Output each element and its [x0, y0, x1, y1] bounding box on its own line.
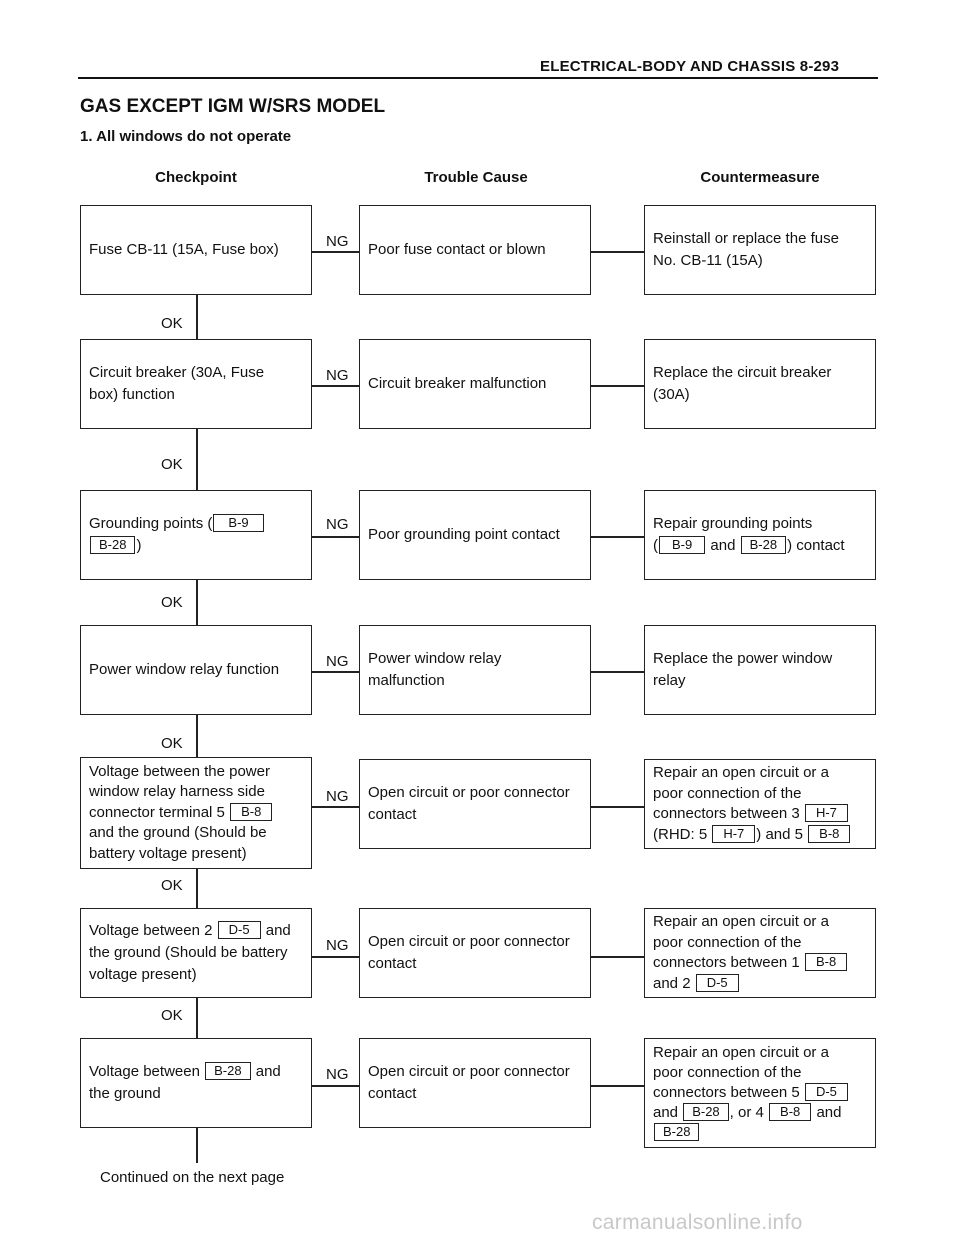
- checkpoint-text: Voltage between the power: [89, 762, 270, 780]
- connector-ref: H-7: [805, 804, 848, 822]
- cause-box-7: [359, 1038, 591, 1128]
- checkpoint-box-7: [80, 1038, 312, 1128]
- cause-text: malfunction: [368, 672, 445, 689]
- fix-connector-line: [591, 385, 644, 387]
- countermeasure-text: Reinstall or replace the fuse: [653, 230, 839, 247]
- checkpoint-text: Voltage between: [89, 1063, 200, 1080]
- ok-label: OK: [161, 456, 183, 473]
- connector-ref: B-28: [205, 1062, 250, 1080]
- cause-text: contact: [368, 955, 417, 972]
- checkpoint-text: and: [265, 922, 291, 939]
- ok-connector-line: [196, 429, 198, 490]
- cause-text: Poor grounding point contact: [368, 526, 560, 543]
- watermark: carmanualsonline.info: [592, 1211, 803, 1234]
- cause-text: Open circuit or poor connector: [368, 784, 570, 801]
- checkpoint-text: Fuse CB-11 (15A, Fuse box): [89, 241, 279, 258]
- fix-connector-line: [591, 671, 644, 673]
- connector-ref: D-5: [805, 1083, 848, 1101]
- ng-connector-line: [312, 956, 359, 958]
- checkpoint-text: box) function: [89, 386, 175, 403]
- countermeasure-text: Repair grounding points: [653, 515, 813, 532]
- ok-connector-line: [196, 869, 198, 908]
- countermeasure-text: relay: [653, 672, 686, 689]
- ng-label: NG: [326, 367, 349, 384]
- checkpoint-box-2: [80, 339, 312, 429]
- cause-text: contact: [368, 806, 417, 823]
- countermeasure-text: and: [710, 537, 736, 554]
- ok-label: OK: [161, 735, 183, 752]
- countermeasure-text: Repair an open circuit or a: [653, 764, 829, 781]
- ok-label: OK: [161, 877, 183, 894]
- countermeasure-text: and: [816, 1104, 842, 1121]
- ok-connector-line: [196, 998, 198, 1038]
- countermeasure-text: and: [653, 1104, 679, 1121]
- ok-connector-line: [196, 580, 198, 625]
- ng-label: NG: [326, 937, 349, 954]
- checkpoint-text: Circuit breaker (30A, Fuse: [89, 364, 265, 381]
- countermeasure-text: poor connection of the: [653, 933, 802, 951]
- countermeasure-box-5: [644, 759, 876, 849]
- checkpoint-box-1: [80, 205, 312, 295]
- connector-ref: B-9: [659, 536, 705, 554]
- fix-connector-line: [591, 536, 644, 538]
- ok-connector-line: [196, 295, 198, 339]
- connector-ref: B-28: [90, 536, 135, 554]
- countermeasure-box-3: [644, 490, 876, 580]
- countermeasure-box-2: [644, 339, 876, 429]
- countermeasure-text: Replace the circuit breaker: [653, 364, 832, 381]
- countermeasure-text: and 2: [653, 974, 691, 992]
- checkpoint-text: Grounding points (: [89, 515, 213, 532]
- fix-connector-line: [591, 806, 644, 808]
- checkpoint-text: and: [255, 1063, 281, 1080]
- connector-ref: D-5: [696, 974, 739, 992]
- ok-connector-line: [196, 715, 198, 757]
- connector-ref: B-28: [683, 1103, 728, 1121]
- countermeasure-text: (RHD: 5: [653, 825, 708, 843]
- ng-label: NG: [326, 788, 349, 805]
- checkpoint-box-6: [80, 908, 312, 998]
- countermeasure-text: ) and 5: [756, 825, 803, 843]
- ng-connector-line: [312, 806, 359, 808]
- fix-connector-line: [591, 1085, 644, 1087]
- connector-ref: B-8: [805, 953, 847, 971]
- countermeasure-box-7: [644, 1038, 876, 1148]
- ng-connector-line: [312, 1085, 359, 1087]
- ok-label: OK: [161, 594, 183, 611]
- countermeasure-text: connectors between 5: [653, 1084, 800, 1101]
- connector-ref: B-9: [213, 514, 263, 532]
- ng-connector-line: [312, 251, 359, 253]
- cause-box-2: [359, 339, 591, 429]
- connector-ref: B-8: [769, 1103, 811, 1121]
- cause-text: Open circuit or poor connector: [368, 933, 570, 950]
- ng-label: NG: [326, 233, 349, 250]
- countermeasure-text: (: [653, 537, 658, 554]
- countermeasure-text: poor connection of the: [653, 784, 802, 802]
- connector-ref: B-28: [741, 536, 786, 554]
- checkpoint-text: the ground (Should be battery: [89, 944, 288, 961]
- ng-label: NG: [326, 1066, 349, 1083]
- connector-ref: H-7: [712, 825, 755, 843]
- fix-connector-line: [591, 251, 644, 253]
- column-header-trouble-cause: Trouble Cause: [424, 169, 528, 186]
- checkpoint-text: Voltage between 2: [89, 922, 213, 939]
- cause-text: contact: [368, 1085, 417, 1102]
- ng-connector-line: [312, 536, 359, 538]
- checkpoint-box-5: [80, 757, 312, 869]
- page-header-title: ELECTRICAL-BODY AND CHASSIS 8-293: [540, 58, 840, 75]
- countermeasure-text: poor connection of the: [653, 1064, 802, 1081]
- cause-text: Poor fuse contact or blown: [368, 241, 546, 258]
- cause-box-4: [359, 625, 591, 715]
- cause-box-5: [359, 759, 591, 849]
- countermeasure-text: Repair an open circuit or a: [653, 1044, 829, 1061]
- countermeasure-text: connectors between 3: [653, 805, 800, 822]
- connector-ref: D-5: [218, 921, 261, 939]
- countermeasure-box-6: [644, 908, 876, 998]
- cause-box-1: [359, 205, 591, 295]
- checkpoint-text: battery voltage present): [89, 844, 247, 862]
- countermeasure-text: connectors between 1: [653, 954, 800, 971]
- checkpoint-text: the ground: [89, 1085, 161, 1102]
- checkpoint-box-3: [80, 490, 312, 580]
- ok-label: OK: [161, 1007, 183, 1024]
- column-header-countermeasure: Countermeasure: [700, 169, 820, 186]
- checkpoint-text: window relay harness side: [89, 783, 265, 801]
- section-title: GAS EXCEPT IGM W/SRS MODEL: [80, 96, 386, 117]
- connector-ref: B-28: [654, 1123, 699, 1141]
- connector-ref: B-8: [230, 803, 272, 821]
- ng-connector-line: [312, 671, 359, 673]
- ng-connector-line: [312, 385, 359, 387]
- cause-text: Power window relay: [368, 650, 502, 667]
- ng-label: NG: [326, 516, 349, 533]
- continued-note: Continued on the next page: [100, 1169, 285, 1186]
- checkpoint-text: voltage present): [89, 966, 197, 983]
- ng-label: NG: [326, 653, 349, 670]
- header-divider: [78, 77, 878, 79]
- cause-text: Open circuit or poor connector: [368, 1063, 570, 1080]
- connector-ref: B-8: [808, 825, 850, 843]
- countermeasure-box-4: [644, 625, 876, 715]
- fix-connector-line: [591, 956, 644, 958]
- continuation-line: [196, 1128, 198, 1163]
- countermeasure-text: No. CB-11 (15A): [653, 252, 763, 269]
- cause-box-6: [359, 908, 591, 998]
- column-header-checkpoint: Checkpoint: [155, 169, 237, 186]
- checkpoint-text: and the ground (Should be: [89, 824, 267, 842]
- checkpoint-text: ): [136, 537, 142, 554]
- checkpoint-text: Power window relay function: [89, 661, 280, 678]
- cause-box-3: [359, 490, 591, 580]
- countermeasure-text: (30A): [653, 386, 690, 403]
- checkpoint-box-4: [80, 625, 312, 715]
- cause-text: Circuit breaker malfunction: [368, 375, 547, 392]
- subsection-title: 1. All windows do not operate: [80, 128, 292, 145]
- checkpoint-text: connector terminal 5: [89, 803, 225, 821]
- countermeasure-box-1: [644, 205, 876, 295]
- countermeasure-text: , or 4: [729, 1104, 764, 1121]
- countermeasure-text: Replace the power window: [653, 650, 833, 667]
- countermeasure-text: Repair an open circuit or a: [653, 913, 829, 930]
- countermeasure-text: ) contact: [787, 537, 845, 554]
- ok-label: OK: [161, 315, 183, 332]
